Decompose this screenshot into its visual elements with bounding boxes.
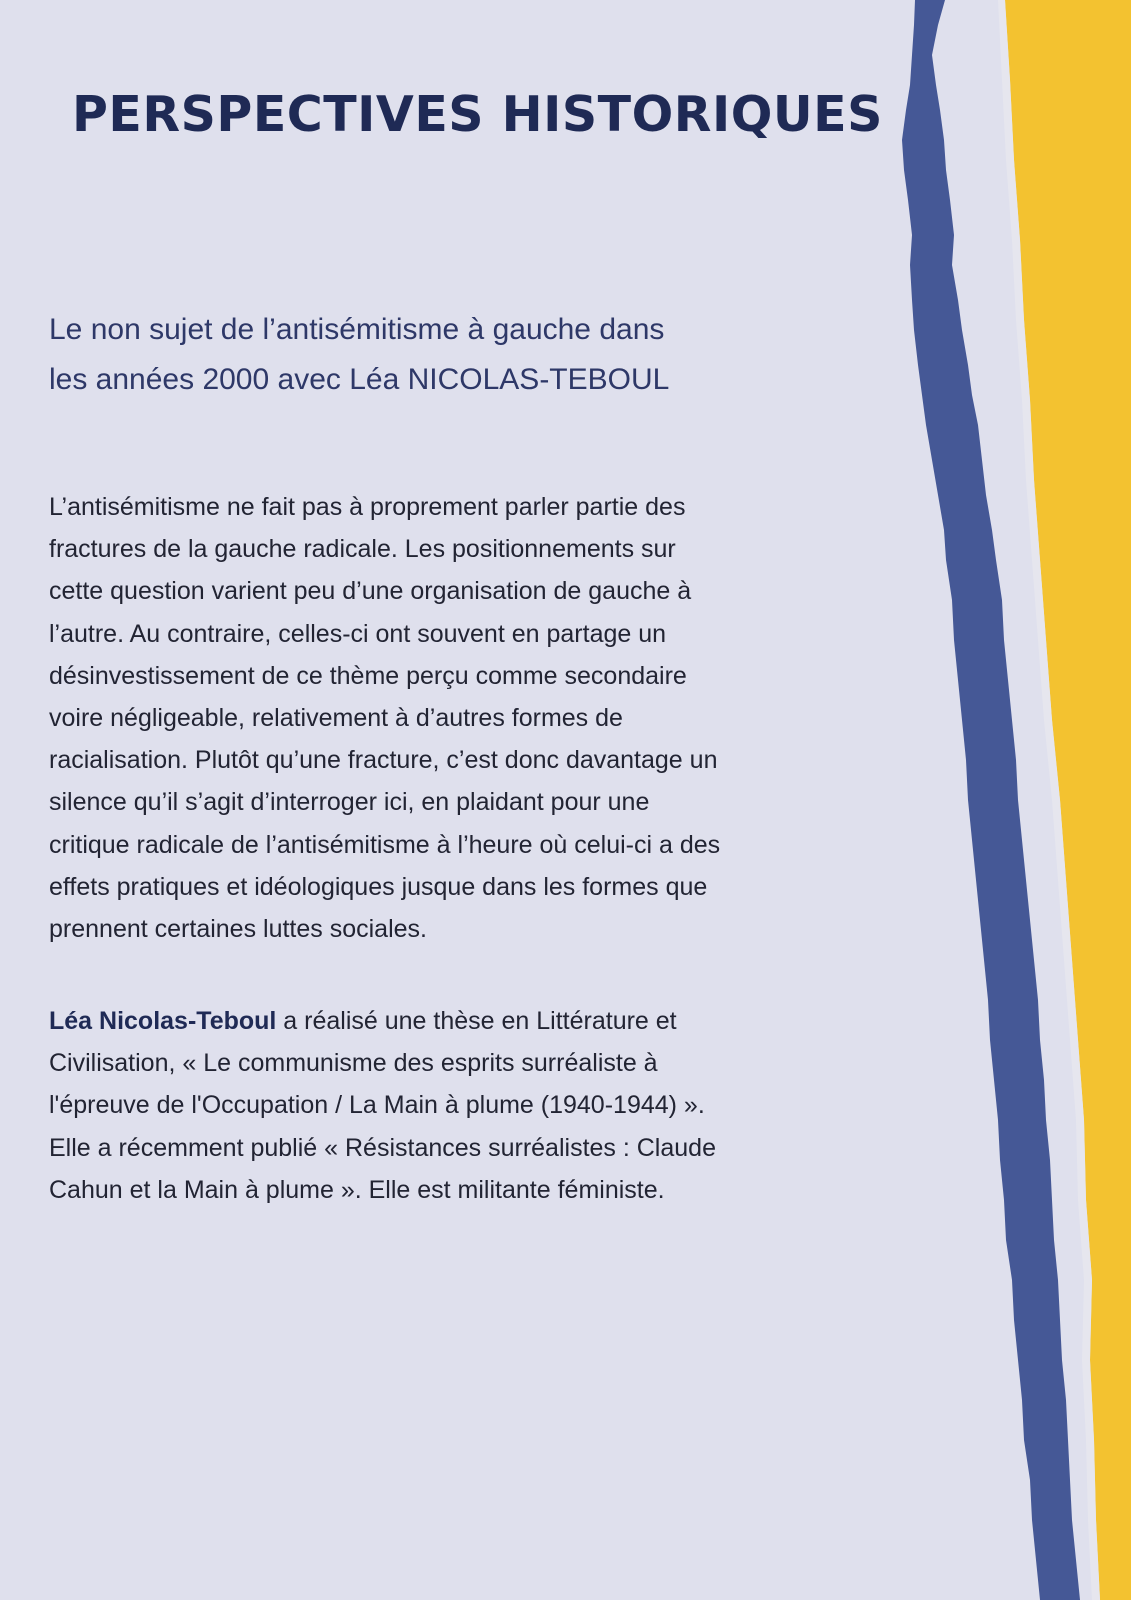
speaker-bio [49, 1000, 929, 1211]
subtitle-line: les années 2000 avec Léa NICOLAS-TEBOUL [49, 363, 670, 396]
abstract-line: effets pratiques et idéologiques jusque dans les formes que [49, 872, 708, 901]
abstract-line: voire négligeable, relativement à d’autres formes de [49, 704, 623, 733]
abstract-line: racialisation. Plutôt qu’une fracture, c’est donc davantage un [49, 746, 718, 775]
bio-line: Civilisation, « Le communisme des esprits surréaliste à [49, 1049, 658, 1078]
subtitle-line: Le non sujet de l’antisémitisme à gauche dans [49, 313, 665, 346]
abstract-paragraph [49, 486, 929, 950]
talk-subtitle [49, 305, 909, 405]
bio-first-line [49, 1000, 929, 1042]
speaker-name: Léa Nicolas-Teboul [49, 1007, 277, 1035]
abstract-line: l’autre. Au contraire, celles-ci ont souvent en partage un [49, 619, 667, 648]
abstract-line: critique radicale de l’antisémitisme à l’heure où celui-ci a des [49, 830, 721, 859]
abstract-line: fractures de la gauche radicale. Les positionnements sur [49, 535, 676, 564]
abstract-line: silence qu’il s’agit d’interroger ici, en plaidant pour une [49, 788, 650, 817]
bio-first-line-text: a réalisé une thèse en Littérature et [276, 1007, 677, 1035]
abstract-line: désinvestissement de ce thème perçu comme secondaire [49, 661, 687, 690]
abstract-line: L’antisémitisme ne fait pas à proprement parler partie des [49, 493, 686, 521]
abstract-line: prennent certaines luttes sociales. [49, 915, 427, 944]
bio-line: Cahun et la Main à plume ». Elle est militante féministe. [49, 1175, 665, 1204]
page-title: PERSPECTIVES HISTORIQUES [72, 86, 883, 143]
abstract-line: cette question varient peu d’une organisation de gauche à [49, 577, 692, 606]
bio-line: l'épreuve de l'Occupation / La Main à plume (1940-1944) ». [49, 1091, 705, 1120]
bio-line: Elle a récemment publié « Résistances surréalistes : Claude [49, 1133, 716, 1162]
